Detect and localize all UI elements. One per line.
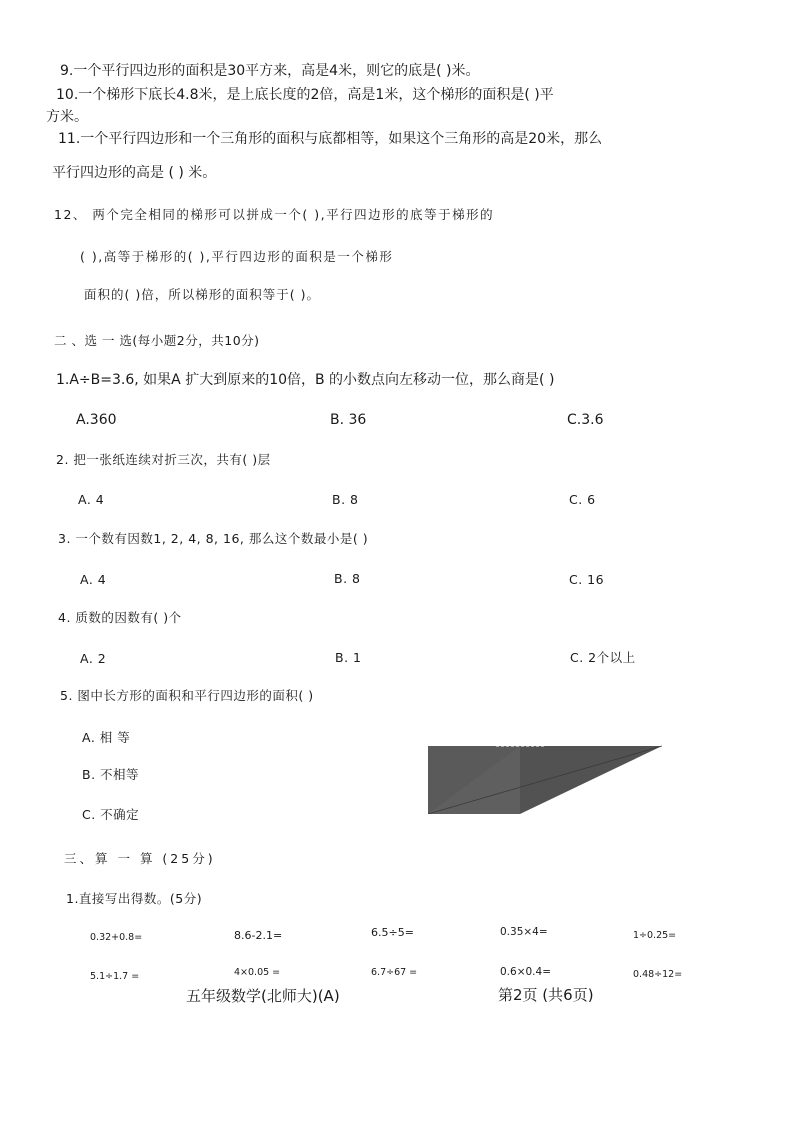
mc-q1-option-a: A.360 [76, 412, 117, 428]
question-12-line-2: ( ),高等于梯形的( ),平行四边形的面积是一个梯形 [80, 249, 394, 264]
mc-question-4: 4. 质数的因数有( )个 [58, 610, 182, 625]
mc-question-3: 3. 一个数有因数1, 2, 4, 8, 16, 那么这个数最小是( ) [58, 531, 369, 546]
calc-item: 0.6×0.4= [500, 966, 551, 978]
mc-q4-option-a: A. 2 [80, 651, 107, 666]
mc-q4-option-c: C. 2个以上 [570, 650, 636, 665]
question-11-line-2: 平行四边形的高是 ( ) 米。 [52, 165, 217, 181]
mc-q4-option-b: B. 1 [335, 650, 362, 665]
mc-q1-option-b: B. 36 [330, 412, 367, 428]
question-11-line-1: 11.一个平行四边形和一个三角形的面积与底都相等，如果这个三角形的高是20米，那么 [58, 131, 603, 147]
mc-question-5: 5. 图中长方形的面积和平行四边形的面积( ) [60, 688, 314, 703]
mc-question-2: 2. 把一张纸连续对折三次，共有( )层 [56, 452, 271, 467]
mc-q5-option-a: A. 相 等 [82, 730, 131, 745]
question-12-line-3: 面积的( )倍，所以梯形的面积等于( )。 [84, 287, 320, 302]
footer-subject: 五年级数学(北师大)(A) [186, 987, 340, 1005]
calc-item: 1÷0.25= [633, 930, 677, 941]
calc-item: 4×0.05 = [234, 967, 281, 978]
mc-q2-option-c: C. 6 [569, 492, 596, 507]
mc-q3-option-b: B. 8 [334, 571, 361, 586]
calc-item: 6.7÷67 = [371, 967, 418, 978]
footer-page-number: 第2页 (共6页) [498, 986, 594, 1004]
calc-item: 6.5÷5= [371, 926, 414, 939]
section-3-heading: 三、算 一 算 (25分) [64, 851, 216, 866]
mc-q2-option-a: A. 4 [78, 492, 105, 507]
calc-item: 8.6-2.1= [234, 929, 283, 942]
question-12-line-1: 12、 两个完全相同的梯形可以拼成一个( ),平行四边形的底等于梯形的 [54, 207, 495, 222]
calc-item: 5.1÷1.7 = [90, 971, 140, 982]
question-10-line-2: 方米。 [46, 109, 88, 125]
question-10-line-1: 10.一个梯形下底长4.8米，是上底长度的2倍，高是1米，这个梯形的面积是( )平 [56, 87, 554, 103]
calc-item: 0.35×4= [500, 926, 548, 938]
mc-q5-option-b: B. 不相等 [82, 767, 140, 782]
mc-q3-option-c: C. 16 [569, 572, 605, 587]
question-9: 9.一个平行四边形的面积是30平方来，高是4米，则它的底是( )米。 [60, 63, 480, 79]
mc-q5-option-c: C. 不确定 [82, 807, 140, 822]
rectangle-parallelogram-figure [428, 744, 662, 814]
mc-question-1: 1.A÷B=3.6, 如果A 扩大到原来的10倍，B 的小数点向左移动一位，那么商是( ) [56, 372, 555, 388]
section-3-sub-1: 1.直接写出得数。(5分) [66, 891, 203, 906]
figure-triangle-top [520, 746, 662, 814]
mc-q1-option-c: C.3.6 [567, 412, 604, 428]
section-2-heading: 二 、选 一 选(每小题2分，共10分) [54, 333, 260, 348]
calc-item: 0.48÷12= [633, 969, 683, 980]
calc-item: 0.32+0.8= [90, 932, 143, 943]
mc-q2-option-b: B. 8 [332, 492, 359, 507]
mc-q3-option-a: A. 4 [80, 572, 107, 587]
